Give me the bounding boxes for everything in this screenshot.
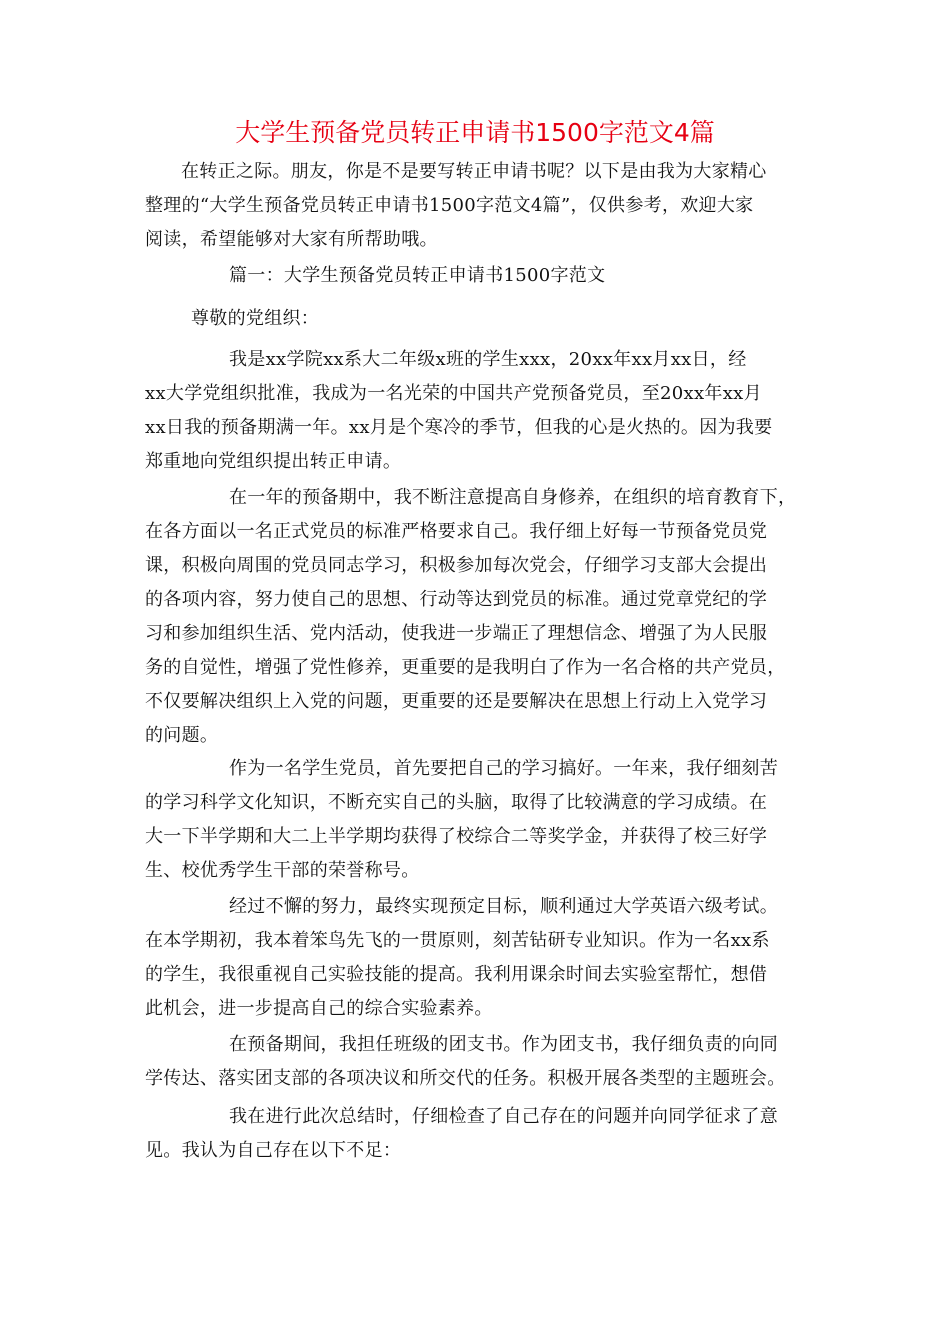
body-paragraph bbox=[145, 890, 815, 1026]
text-line: 务的自觉性，增强了党性修养，更重要的是我明白了作为一名合格的共产党员， bbox=[145, 657, 786, 678]
text-line: 生、校优秀学生干部的荣誉称号。 bbox=[145, 860, 420, 881]
text-line: 阅读，希望能够对大家有所帮助哦。 bbox=[145, 229, 438, 250]
text-line: 在一年的预备期中，我不断注意提高自身修养，在组织的培育教育下， bbox=[229, 487, 797, 508]
text-line: 在本学期初，我本着笨鸟先飞的一贯原则，刻苦钻研专业知识。作为一名xx系 bbox=[145, 930, 770, 951]
text-line: 我是xx学院xx系大二年级x班的学生xxx，20xx年xx月xx日，经 bbox=[229, 349, 747, 370]
text-line: 的问题。 bbox=[145, 725, 219, 746]
body-paragraph bbox=[145, 1028, 815, 1096]
text-line: 整理的“大学生预备党员转正申请书1500字范文4篇”，仅供参考，欢迎大家 bbox=[145, 195, 754, 216]
text-line: 作为一名学生党员，首先要把自己的学习搞好。一年来，我仔细刻苦 bbox=[229, 758, 778, 779]
intro-paragraph bbox=[145, 155, 815, 257]
text-line: 在转正之际。朋友，你是不是要写转正申请书呢？以下是由我为大家精心 bbox=[181, 161, 767, 182]
salutation-text: 尊敬的党组织： bbox=[191, 308, 320, 329]
salutation bbox=[145, 302, 815, 336]
text-line: 郑重地向党组织提出转正申请。 bbox=[145, 451, 402, 472]
text-line: 的各项内容，努力使自己的思想、行动等达到党员的标准。通过党章党纪的学 bbox=[145, 589, 768, 610]
text-line: xx日我的预备期满一年。xx月是个寒冷的季节，但我的心是火热的。因为我要 bbox=[145, 417, 773, 438]
section-heading bbox=[145, 259, 815, 293]
body-paragraph bbox=[145, 1100, 815, 1168]
body-paragraph bbox=[145, 343, 815, 479]
text-line: 我在进行此次总结时，仔细检查了自己存在的问题并向同学征求了意 bbox=[229, 1106, 778, 1127]
text-line: 不仅要解决组织上入党的问题，更重要的还是要解决在思想上行动上入党学习 bbox=[145, 691, 768, 712]
body-paragraph bbox=[145, 481, 815, 753]
text-line: 学传达、落实团支部的各项决议和所交代的任务。积极开展各类型的主题班会。 bbox=[145, 1068, 786, 1089]
text-line: 见。我认为自己存在以下不足： bbox=[145, 1140, 402, 1161]
text-line: 的学生，我很重视自己实验技能的提高。我利用课余时间去实验室帮忙，想借 bbox=[145, 964, 768, 985]
text-line: 的学习科学文化知识，不断充实自己的头脑，取得了比较满意的学习成绩。在 bbox=[145, 792, 768, 813]
section-heading-text: 篇一：大学生预备党员转正申请书1500字范文 bbox=[229, 265, 606, 286]
text-line: xx大学党组织批准，我成为一名光荣的中国共产党预备党员，至20xx年xx月 bbox=[145, 383, 762, 404]
text-line: 大一下半学期和大二上半学期均获得了校综合二等奖学金，并获得了校三好学 bbox=[145, 826, 768, 847]
text-line: 在各方面以一名正式党员的标准严格要求自己。我仔细上好每一节预备党员党 bbox=[145, 521, 768, 542]
text-line: 经过不懈的努力，最终实现预定目标，顺利通过大学英语六级考试。 bbox=[229, 896, 778, 917]
document-title: 大学生预备党员转正申请书1500字范文4篇 bbox=[235, 118, 715, 147]
body-paragraph bbox=[145, 752, 815, 888]
text-line: 课，积极向周围的党员同志学习，积极参加每次党会，仔细学习支部大会提出 bbox=[145, 555, 768, 576]
text-line: 在预备期间，我担任班级的团支书。作为团支书，我仔细负责的向同 bbox=[229, 1034, 778, 1055]
text-line: 此机会，进一步提高自己的综合实验素养。 bbox=[145, 998, 493, 1019]
text-line: 习和参加组织生活、党内活动，使我进一步端正了理想信念、增强了为人民服 bbox=[145, 623, 768, 644]
